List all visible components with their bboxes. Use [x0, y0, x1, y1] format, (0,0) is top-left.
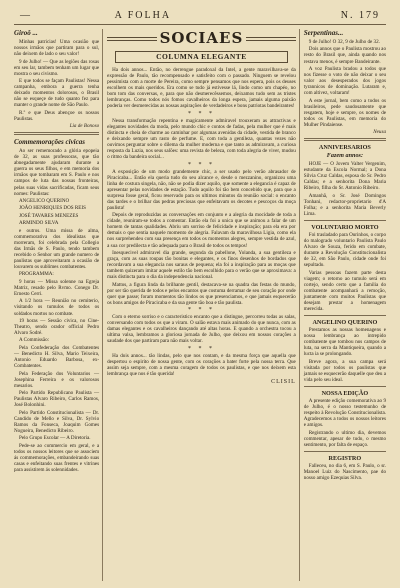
header-dash-left: —	[20, 10, 32, 21]
civic-paragraph: Pelo Partido Constitucionalista — Dr. Candido de Mello e Silva, Dr. Sylvio Ramos da Fonseca, Joaquim Gomes Nogueira, Benedicto Ribeiro.	[14, 409, 100, 434]
sociaes-paragraph: Ha dois annos... tão lindas, pelo que nos contam, e da mesma força que aquella que despertou o espirito de nossa gente, com os corações a bater forte pela nossa terra. Que assim seja sempre, com a mesma coragem de todos os paulistas, e que nos deixem esta lembrança que nos é tão querida!	[107, 352, 296, 378]
civic-paragraph: e outros. Uma missa de alma, commemorativa dos idealistas que morreram, foi celebrada pela Collegio das Irmãs de S. Paulo, tendo tambem recebido o Senhor um grande numero de paulistas que aproveitaram a ocasião de louvarem os sublimes combatentes.	[14, 227, 100, 271]
civic-name: ARMINDO SILVA	[19, 220, 59, 227]
giro-heading: Giroô ...	[14, 29, 38, 37]
edicao-heading: NOSSA EDIÇÃO	[321, 389, 369, 397]
edicao-paragraph: A presente edição comemorativa ao 9 de Julho, é o nosso testemunho de respeito à Revolução Constitucionalista. Agradecemos a todos os nossos leitores e amigos.	[303, 397, 386, 429]
civic-name: JOÃO HENRIQUES DOS REIS	[19, 205, 86, 212]
giro-paragraph: E que todos se façam Paulistas! Nessa campanha, embora a guerra tenha deixado momentos dolorosos, o Brasil não se esqueçe de tudo quanto fez para manter o grande nome de São Paulo.	[14, 78, 100, 109]
section-divider	[304, 386, 386, 387]
sociaes-paragraph: Mattos, a figura linda da brilhante gentil, destacava-se na quadra das festas do mundo, por ser tão querida de todos e pelos encantos que costuma derramar de seu coração por onde quer que passe; foram momentos tão lindos os que presenciamos, e que jamais esquecerão os bons amigos de Piracicaba e da sua gente tão boa e tão paulista.	[107, 281, 296, 306]
civic-paragraph: Pelo Grupo Escolar — A Diretoria.	[19, 435, 91, 442]
section-ornament: * * *	[187, 307, 215, 314]
civic-name: JOSÉ TAVARES MENEZES	[19, 212, 79, 219]
civic-paragraph: A 1/2 hora — Reunião no cemiterio, visitando os tumulos de todos os soldados mortos no combate.	[14, 298, 100, 317]
civic-name: ANGELICO QUERINO	[19, 197, 70, 204]
section-divider	[304, 315, 386, 316]
running-head	[14, 10, 386, 25]
section-divider	[304, 451, 386, 452]
serpentinas-paragraph: 9 de Julho! O 32, 9 de Julho de 32.	[308, 39, 380, 45]
sociaes-masthead	[107, 29, 296, 49]
sociaes-signature: CLISIL	[271, 379, 296, 386]
masthead-rule	[246, 37, 295, 41]
columna-elegante-title: COLUMNA ELEGANTE	[115, 51, 288, 63]
sociaes-paragraph: Depois de reproduzidas as conversações em conjunto e a alegria da mocidade de toda a cidade, reuniram-se todos a comentar. Então ela foi a unica que se animou a falar de um homem de tantas qualidades. Abriu um sorriso de felicidade e inspiração; para ela era por demais o que sentia naquele momento de alegria. Falavam da maravilhosa Ligia, como ela nos surprehendeu com sua presença em todos os momentos alegres, sempre vestida de azul, a sua cor predilecta e tão adequada para o Brasil de todos os tempos!	[107, 212, 296, 249]
section-divider	[304, 138, 386, 141]
giro-paragraph: 9 de Julho! — Que as legiões das rosas em seu lar, tambem tenham um lugar que mostra o seu civismo.	[14, 58, 100, 77]
sociaes-paragraph: Com o eterno sorriso e o caracteristico encanto que a distingue, percorreu todas as salas, conversando com todos os que a viram. O salão estava mais animado do que nunca, com as damas elegantes e os cavalheiros dançando até altas horas. E quando a orchestra tocou a ultima valsa, lembramos a gloriosa jornada de Julho, que deixou em nossos corações a saudade dos que partiram para não mais voltar.	[107, 314, 296, 345]
serpentinas-signature: Neusa	[373, 129, 386, 136]
newspaper-name: A FOLHA	[114, 10, 172, 21]
civic-paragraph: Pede-se ao commercio em geral, e a todos os nossos leitores que se associem ás commemorações, embandeirando suas casas e enfeitando suas frentes e vitrines para assistirem ás solennidades.	[14, 442, 100, 473]
registro-paragraph: Falleceu, no dia 6, em S. Paulo, o sr. Manoel Luiz do Nascimento, pae do nosso amigo Ezequias Silva.	[303, 462, 386, 481]
right-column	[304, 29, 386, 581]
civic-program-label: PROGRAMMA:	[19, 271, 54, 278]
section-ornament: * * *	[187, 345, 215, 352]
civic-paragraph: 19 horas — Sessão civica, no Cine-Theatro, sendo orador official Pedro Alvaro Sodré.	[14, 317, 100, 337]
civic-paragraph: Ao ser rememorado a glória epopeia de 32, as suas professoras, que tão abnegadamente ajudaram durante a guerra os seus filhos, e em memoria dos irmãos que tombaram em S. Paulo e nos campos de luta das nossas fronteiras, pelas suas vidas sacrificadas, ficam seus nomes: Paulistas:	[14, 148, 100, 197]
anniversaries-paragraph: HOJE — O Jovem Valter Vergenim, estudante da Escola Normal; a Dona Silvia Cruz Caldas, esposa do Sr. Pedro Caldas; e a senhorita Dona Maria Ribeiro, filha do Sr. Antonio Ribeiro.	[303, 161, 386, 192]
civic-paragraph: Pela Confederação dos Combatentes — Benedicto H. Silva, Mario Teixeira, Antonio Eduardo Barbosa, ex-Combatentes.	[14, 344, 100, 370]
sociaes-paragraph: A exposição de um modo grandemente chic, a ser usado pelo verão abrasador de Piracicaba... Então ela queria tudo do seu alcance e, desde o mezzanino, organizou uma linha de costura singela, não, não se podia dizer aquilo, que somente a elegancia é capaz de apresentar pelas novidades de estação. Tudo aquilo foi tão bem concebido que, para que a surpresa fosse geral, ficou reservado para os ultimos minutos da reunião social: o encanto das tardes e o brilhar das pedras preciosas que enfeitavam os decotes e pescoços da moça paulista!	[107, 168, 296, 211]
middle-column	[107, 29, 300, 581]
page-number: N. 179	[340, 10, 380, 21]
sociaes-paragraph: Inesquecivel admiravel dia grande, segunda da pabellone, Yolanda, a sua gentileza e graça, com as suas roupas tão bonitas e elegantes, e os finos desenhos de bordados que recordavam a sua elegancia nos saraus de pequena; ela foi a inspiração para as moças que tambem quizeram imitar aquele estilo tão bem escolhido para o verão que se aproximava: a mais distincta para o dia da independencia nacional.	[107, 249, 296, 281]
querino-paragraph: Breve agora, a sua campa será visitada por todos os paulistas que jamais se esquecerão daquelle que deu a vida pelo seu ideal.	[303, 358, 386, 383]
section-ornament: * * *	[187, 161, 215, 168]
civic-paragraph: Pelo Partido Republicano Paulista — Paulistas Alvaro Ribeiro, Carlos Ramos, José Bolonhini.	[14, 390, 100, 409]
querino-paragraph: Prestamos as nossas homenagens e nossa lembrança ao intrepido combatente que tombou nos campos de luta, na serra da Mantiqueira, quando a lucta ia se prolongando.	[303, 327, 386, 358]
edicao-paragraph: Registrando o ultimo dia, devemos commentar, apesar de tudo, o mesmo sentimento, por falta de espaço.	[303, 429, 386, 448]
section-ornament: * * *	[187, 110, 215, 117]
civic-commission-label: A Commissão:	[19, 337, 50, 344]
header-spacer	[254, 10, 259, 21]
page-columns	[14, 29, 386, 581]
anniversaries-subheading: Fazem annos:	[326, 152, 364, 160]
volunteer-paragraph: Varias pessoas fazem parte desta viagem; o retorno ao tumulo será em cortejo, sendo certo que a familia do combatente acompanhará a remoção, juntamente com muitos Paulistas que desejam prestar a homenagem merecida.	[303, 269, 386, 313]
left-column	[14, 29, 103, 581]
giro-signature: Lia de Bonoso	[69, 123, 100, 130]
anniversaries-heading: ANNIVERSARIOS	[318, 144, 371, 152]
anniversaries-paragraph: Amanhã, o Sr. José Domingos Tonhani, redactor-proprietario d'A Folha; e a senhorita Maria Beverly Lima.	[303, 192, 386, 218]
masthead-rule	[107, 37, 156, 41]
serpentinas-paragraph: A este jornal, bem como a todos os brasileiros, pede saudosamente que resgatem, hoje e sempre, os nomes de todos os Paulistas, em memoria do Mulher Pindaiense.	[303, 97, 386, 128]
registro-heading: REGISTRO	[328, 454, 362, 462]
section-divider	[304, 220, 386, 221]
civic-heading: Commemorações civicas	[14, 138, 85, 147]
civic-paragraph: Pela Federação dos Voluntarios — Josephina Ferreira e os valorosos mesarios.	[14, 370, 100, 389]
giro-paragraph: R.º e que Deus abençoe os nossos Paulistas.	[14, 109, 100, 122]
sociaes-paragraph: Ha dois annos... Então, no derrengue paradoxal da Intel, a gente maravilhava-se da expressão de Paulo, tão recompensado e satisfeito com o passado. Ninguem se revelou pessimista com a morte de Pereira, como sempre pensamos que nos espera, pois os deuses escolhem os mais queridos. Era como se tudo já estivesse lá, lindo como um chapéo, no bom tom das conversas, e, para que não desmerecêssemos, deixamos tudo sem as tristes lembranças. Como todos nós fomos cavalheiros da longa espera, jamais alguma paixão poderia ver desmerecidas as nossas aspirações de verdadeiros e bons patriotas bandeirantes!	[107, 67, 296, 110]
giro-paragraph: Minhas patricias! Uma ocasião que nossos irmãos que partiram para o sul, não deixem de lado o seu valor!	[14, 39, 100, 58]
serpentinas-paragraph: Dois annos que o Paulista mostrou ao resto do Brasil que, ainda quando nos restava menos, é sempre Bandeirante.	[303, 46, 386, 65]
sociaes-title: SOCIAES	[159, 29, 244, 47]
serpentinas-heading: Serpentinas...	[303, 29, 344, 37]
volunteer-heading: VOLUNTARIO MORTO	[311, 224, 379, 232]
sociaes-paragraph: Nessa transformação repentina e magicamente admiravel trouxeram as attractivas e elegantes novidades da moda, pelo mundo chic e contos de fadas, pela mulher que é mais distincta e cheia de charme ao caminhar por algumas avenidas da cidade, vestida de branco e deixando sempre um rasto de perfume. E, com toda a gentileza, quantas vezes não ouvimos perguntar sobre o dilema da mulher moderna e que tanto as admiravam, a curiosa resposta da Luzia, nos seus salões: uma revista de beleza, com toda alegria de viver, mudou o ritmo da bandeira social...	[107, 117, 296, 161]
section-divider	[14, 132, 99, 135]
civic-paragraph: 9 horas — Missa solenne na Egreja Matriz, resado pelo Rvmo. Conego Dr. Ernesto Cerri.	[14, 278, 100, 297]
volunteer-paragraph: Foi trasladado para Ourinhos, o corpo do malogrado voluntario Paulista Paulo Alvaro de Souza, ferido em combate, durante a Revolução Constitucionalista de 32, em São Paulo, cidade onde foi sepultado.	[303, 232, 386, 269]
querino-heading: ANGELINO QUERINO	[312, 319, 378, 327]
serpentinas-paragraph: A voz Paulista bradou a todos que nos fizesse o voto de não deixar o seu valor aos desesperados dos jogos tyrannicos de dominação. Lutaram e, com altivez, voltaram!	[303, 65, 386, 97]
